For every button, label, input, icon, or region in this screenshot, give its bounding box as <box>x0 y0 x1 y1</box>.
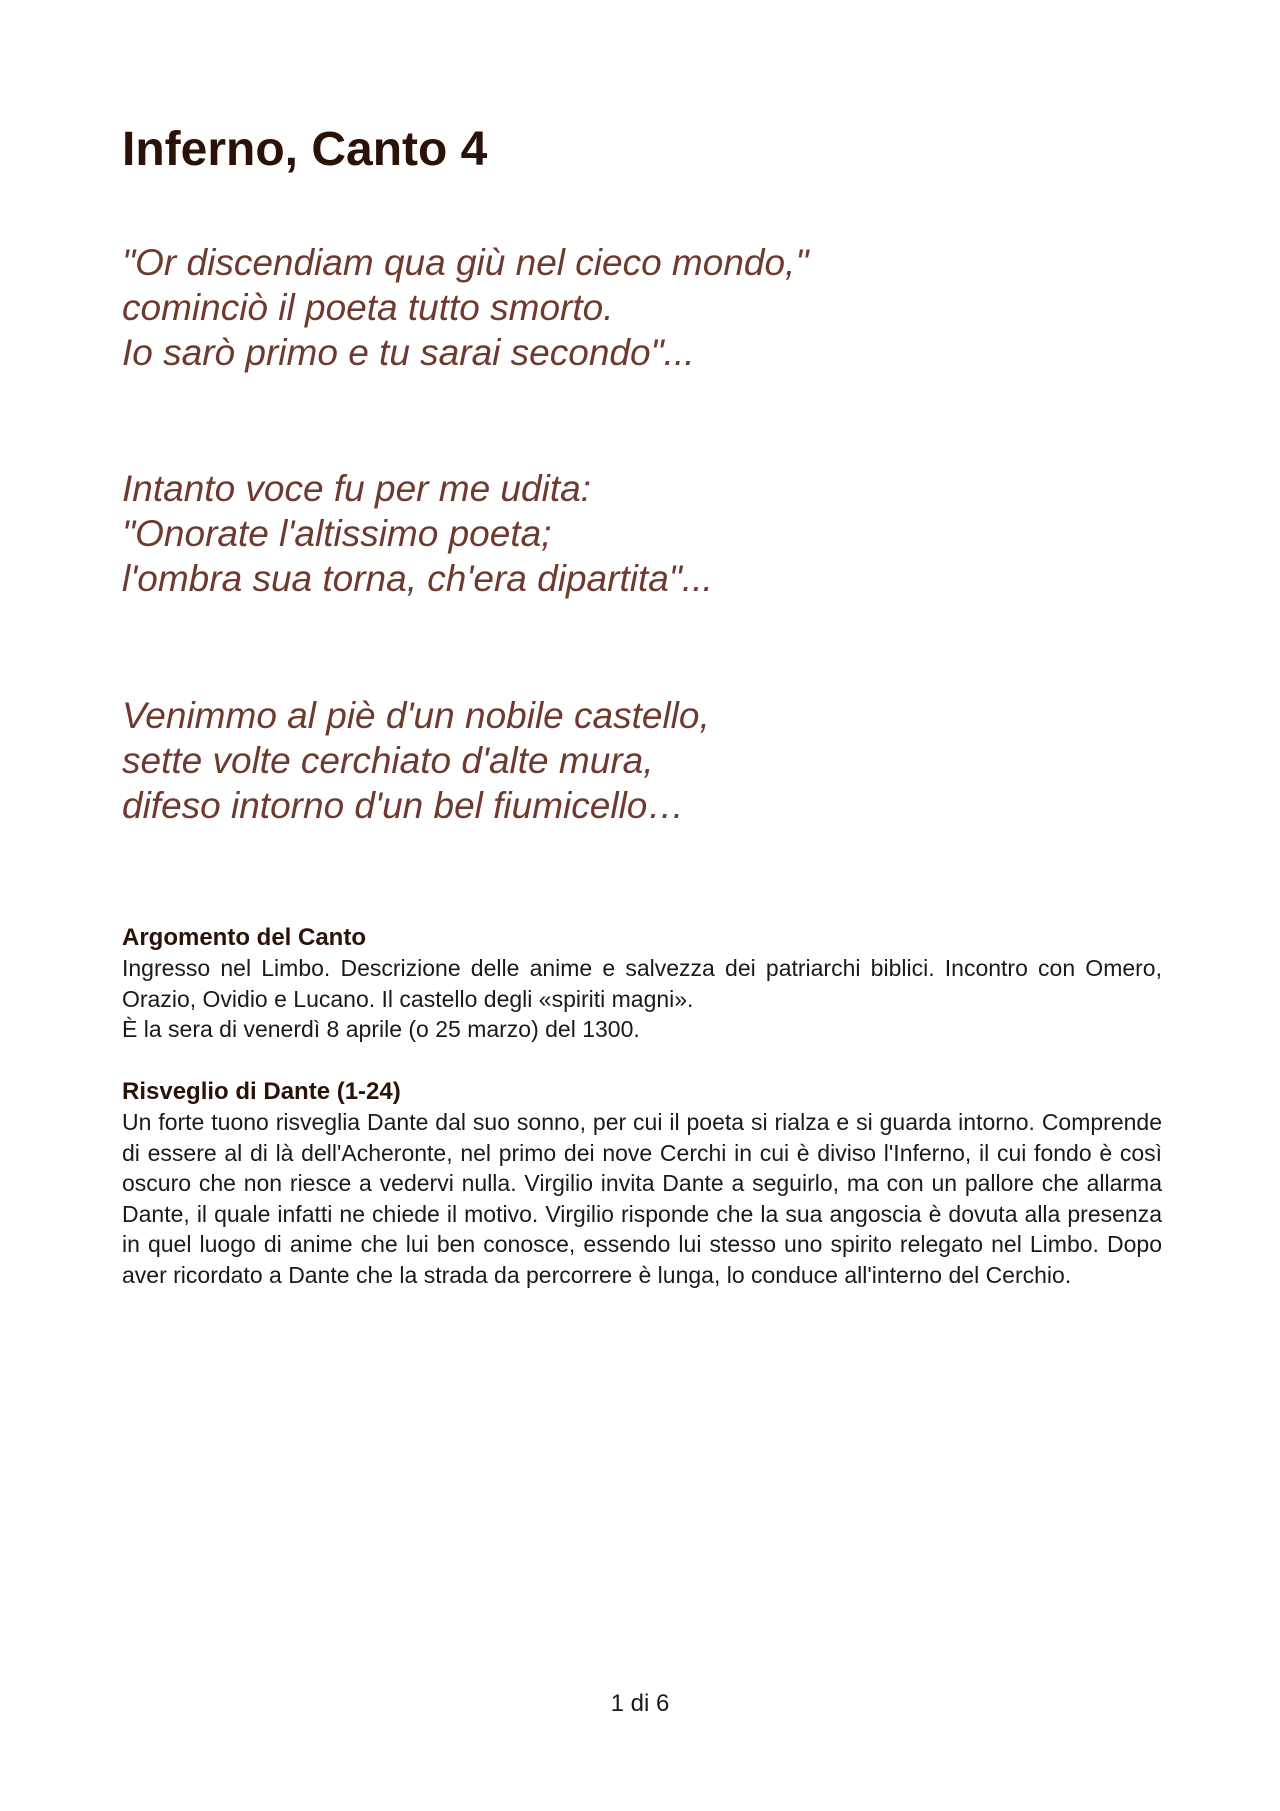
verse-line: cominciò il poeta tutto smorto. <box>122 287 614 328</box>
verse-line: "Or discendiam qua giù nel cieco mondo," <box>122 242 809 283</box>
section-paragraph: Ingresso nel Limbo. Descrizione delle anime e salvezza dei patriarchi biblici. Incontro con Omero, Orazio, Ovidio e Lucano. Il castello degli «spiriti magni». <box>122 955 1162 1012</box>
risveglio-section <box>122 1076 1162 1290</box>
verse-line: Venimmo al piè d'un nobile castello, <box>122 695 710 736</box>
section-heading: Risveglio di Dante (1-24) <box>122 1078 401 1105</box>
argomento-section <box>122 922 1162 1045</box>
verse-stanza-3 <box>122 693 710 828</box>
section-heading: Argomento del Canto <box>122 924 366 951</box>
verse-stanza-2 <box>122 466 713 601</box>
verse-line: l'ombra sua torna, ch'era dipartita"... <box>122 558 713 599</box>
verse-line: Intanto voce fu per me udita: <box>122 468 591 509</box>
verse-stanza-1 <box>122 240 808 375</box>
verse-line: difeso intorno d'un bel fiumicello… <box>122 785 685 826</box>
verse-line: Io sarò primo e tu sarai secondo"... <box>122 332 695 373</box>
verse-line: sette volte cerchiato d'alte mura, <box>122 740 654 781</box>
section-paragraph: È la sera di venerdì 8 aprile (o 25 marzo) del 1300. <box>122 1016 640 1042</box>
section-paragraph: Un forte tuono risveglia Dante dal suo sonno, per cui il poeta si rialza e si guarda intorno. Comprende di essere al di là dell'Acheronte, nel primo dei nove Cerchi in cui è diviso l'Inferno, il cui fondo è così oscuro che non riesce a vedervi nulla. Virgilio invita Dante a seguirlo, ma con un pallore che allarma Dante, il quale infatti ne chiede il motivo. Virgilio risponde che la sua angoscia è dovuta alla presenza in quel luogo di anime che lui ben conosce, essendo lui stesso uno spirito relegato nel Limbo. Dopo aver ricordato a Dante che la strada da percorrere è lunga, lo conduce all'interno del Cerchio. <box>122 1109 1162 1288</box>
page-title: Inferno, Canto 4 <box>122 123 488 176</box>
page-number: 1 di 6 <box>610 1690 670 1717</box>
verse-line: "Onorate l'altissimo poeta; <box>122 513 552 554</box>
